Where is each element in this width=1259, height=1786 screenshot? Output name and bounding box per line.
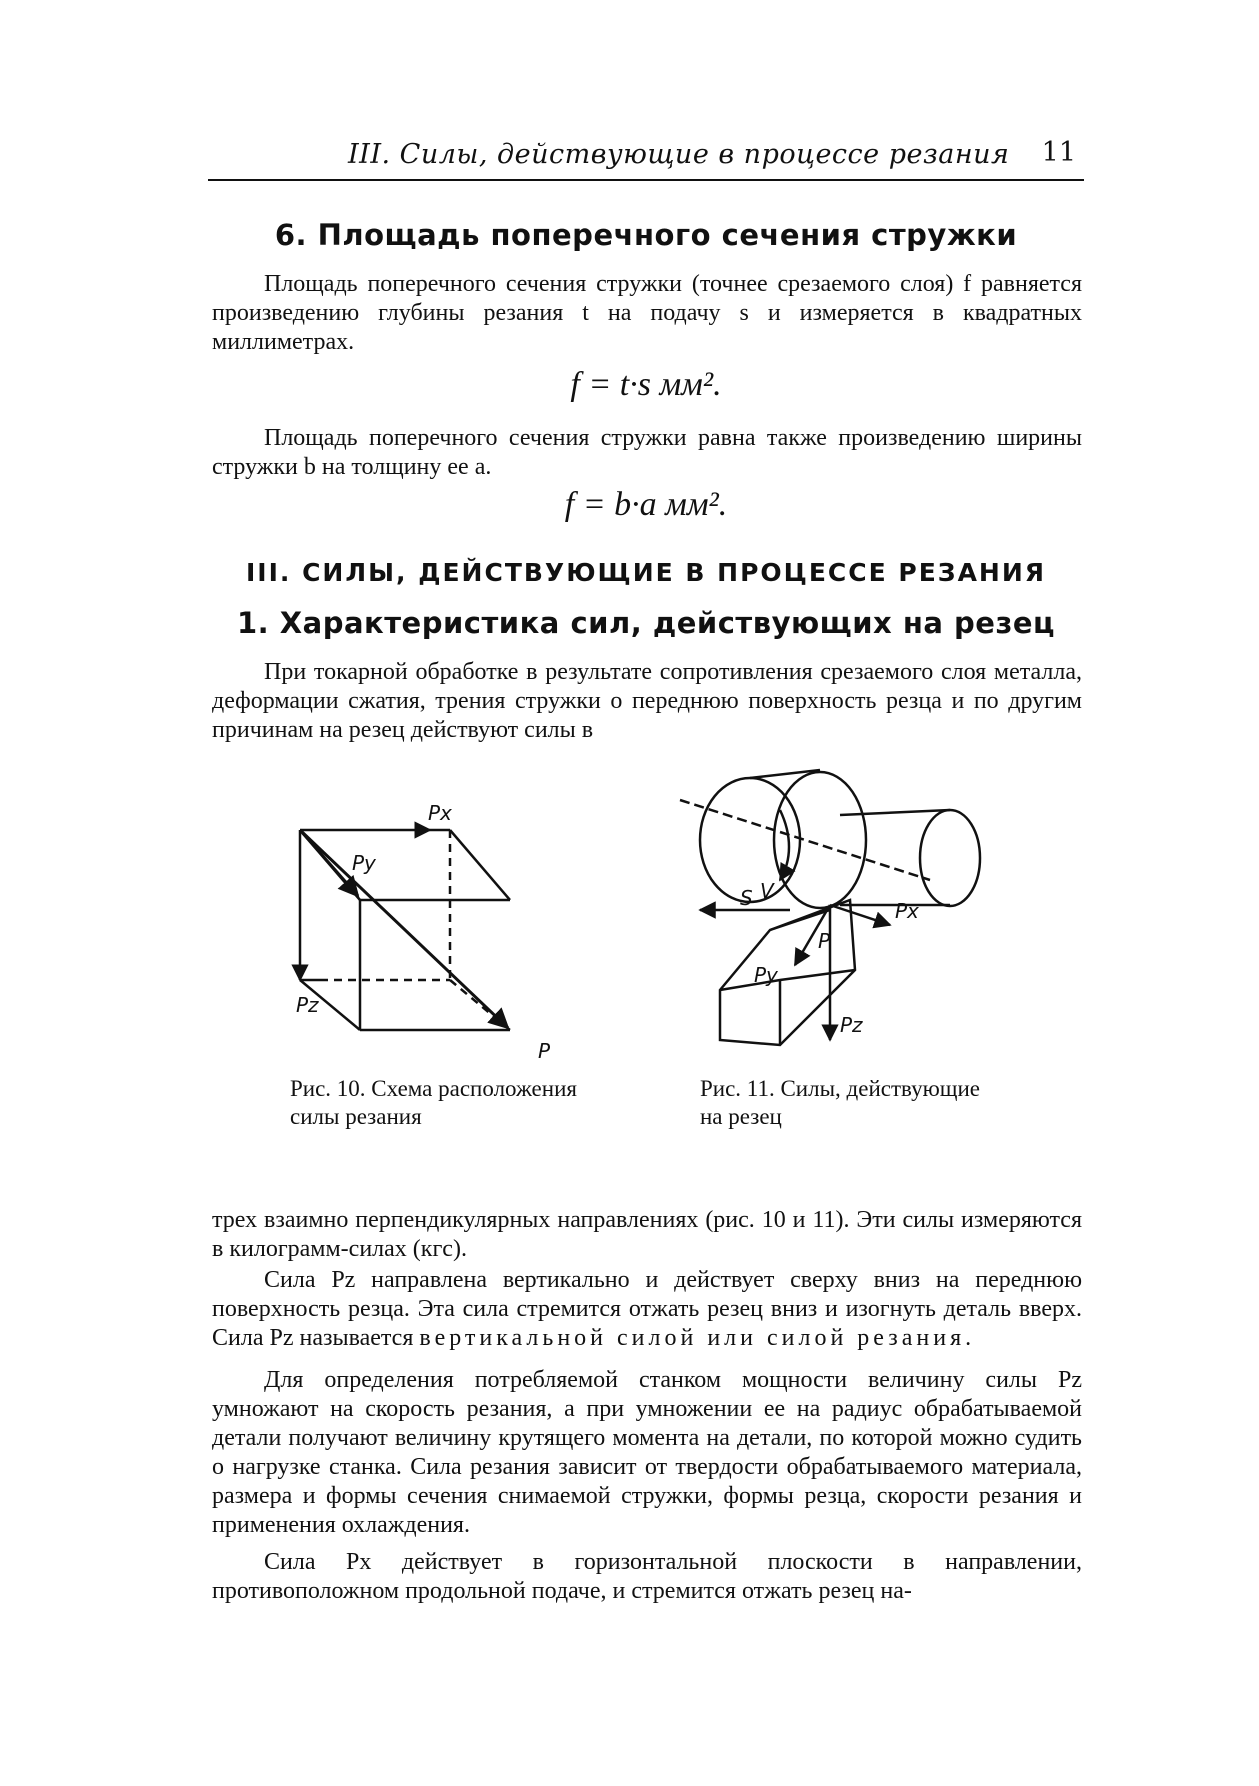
- label-s: S: [740, 886, 753, 910]
- label-p: P: [538, 1039, 551, 1063]
- chapter-3-heading: III. СИЛЫ, ДЕЙСТВУЮЩИЕ В ПРОЦЕССЕ РЕЗАНИЯ: [245, 558, 1047, 587]
- formula-f-ts: f = t·s мм².: [570, 366, 722, 403]
- label-px: Px: [428, 801, 452, 825]
- section-1-heading: 1. Характеристика сил, действующих на резец: [237, 606, 1055, 640]
- label-pz: Pz: [840, 1013, 863, 1037]
- label-px: Px: [895, 899, 919, 923]
- label-pz: Pz: [296, 993, 319, 1017]
- paragraph-chip-area-alt: Площадь поперечного сечения стружки равна также произведению ширины стружки b на толщину ее a.: [212, 425, 1082, 480]
- pz-end: .: [965, 1325, 972, 1351]
- pz-term: вертикальной силой или силой резания: [419, 1325, 966, 1351]
- page-number: 11: [1041, 137, 1076, 168]
- paragraph-three-directions: трех взаимно перпендикулярных направлениях (рис. 10 и 11). Эти силы измеряются в килограмм-силах (кгс).: [212, 1207, 1082, 1262]
- paragraph-chip-area: Площадь поперечного сечения стружки (точнее срезаемого слоя) f равняется произведению глубины резания t на подачу s и измеряется в квадратных миллиметрах.: [212, 271, 1082, 355]
- figure-11-tool-forces: [680, 770, 1000, 1070]
- label-py: Py: [754, 963, 778, 987]
- paragraph-power: Для определения потребляемой станком мощности величину силы Pz умножают на скорость резания, а при умножении ее на радиус обрабатываемой детали получают величину крутящего момента на детали, по которой можно судить о нагрузке станка. Сила резания зависит от твердости обрабатываемого материала, размера и формы сечения снимаемой стружки, формы резца, скорости резания и применения охлаждения.: [212, 1367, 1082, 1538]
- paragraph-force-px: Сила Px действует в горизонтальной плоскости в направлении, противоположном продольной подаче, и стремится отжать резец на-: [212, 1549, 1082, 1604]
- figure-10-caption: Рис. 10. Схема расположения силы резания: [290, 1076, 577, 1129]
- arrow-px: [830, 905, 890, 925]
- label-p: P: [818, 929, 831, 953]
- label-v: V: [760, 879, 774, 903]
- paragraph-force-pz: [212, 1266, 1082, 1353]
- label-py: Py: [352, 851, 376, 875]
- figure-11-caption: Рис. 11. Силы, действующие на резец: [700, 1076, 980, 1129]
- running-title: III. Силы, действующие в процессе резания: [348, 139, 1010, 170]
- figure-10-force-cube: [296, 790, 590, 1063]
- formula-f-ba: f = b·a мм².: [564, 486, 728, 523]
- running-header: [208, 135, 1084, 181]
- paragraph-forces-intro: При токарной обработке в результате сопротивления срезаемого слоя металла, деформации сжатия, трения стружки о переднюю поверхность резца и по другим причинам на резец действуют силы в: [212, 659, 1082, 743]
- pz-text: Сила Pz направлена вертикально и действует сверху вниз на переднюю поверхность резца. Эта сила стремится отжать резец вниз и изогнуть деталь вверх. Сила Pz называется: [212, 1267, 1082, 1351]
- section-6-heading: 6. Площадь поперечного сечения стружки: [274, 218, 1018, 252]
